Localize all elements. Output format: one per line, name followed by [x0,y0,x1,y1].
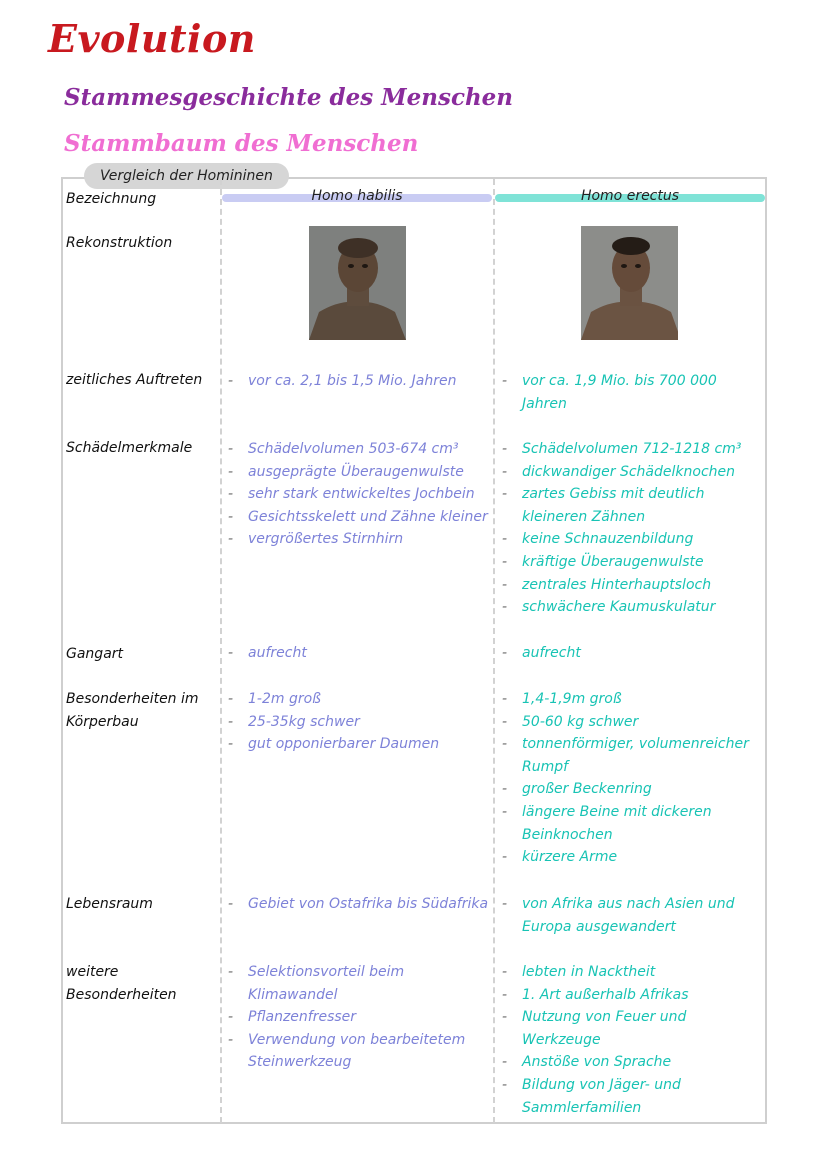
list-item: - vor ca. 2,1 bis 1,5 Mio. Jahren [226,370,492,393]
list-item: - Bildung von Jäger- und Sammlerfamilien [500,1074,762,1119]
list-item: - aufrecht [226,642,492,665]
list-item: - 25-35kg schwer [226,711,492,734]
list-item: - sehr stark entwickeltes Jochbein [226,483,492,506]
list-erectus-weitere [500,961,762,1119]
list-item: - vergrößertes Stirnhirn [226,528,492,551]
list-item: - Gebiet von Ostafrika bis Südafrika [226,893,492,916]
list-item: - längere Beine mit dickeren Beinknochen [500,801,762,846]
list-item: - lebten in Nacktheit [500,961,762,984]
list-habilis-weitere [226,961,492,1074]
list-item: - zartes Gebiss mit deutlich kleineren Zähnen [500,483,762,528]
list-item: - vor ca. 1,9 Mio. bis 700 000 Jahren [500,370,762,415]
list-item: - keine Schnauzenbildung [500,528,762,551]
list-item: - von Afrika aus nach Asien und Europa ausgewandert [500,893,762,938]
column-header-erectus: Homo erectus [580,188,680,204]
row-label-weitere: weitere Besonderheiten [66,964,177,1003]
row-label-rekonstruktion: Rekonstruktion [66,235,173,251]
list-erectus-gangart [500,642,762,665]
list-item: - kräftige Überaugenwulste [500,551,762,574]
reconstruction-image-habilis [309,226,406,340]
list-item: - zentrales Hinterhauptsloch [500,574,762,597]
list-item: - aufrecht [500,642,762,665]
header-label: Bezeichnung [66,191,157,207]
list-item: - kürzere Arme [500,846,762,869]
section-heading: Stammbaum des Menschen [64,130,419,157]
row-label-schaedelmerkmale: Schädelmerkmale [66,440,193,456]
list-item: - ausgeprägte Überaugenwulste [226,461,492,484]
row-label-auftreten: zeitliches Auftreten [66,372,203,388]
column-divider-1 [220,179,222,1123]
row-label-gangart: Gangart [66,646,124,662]
list-item: - tonnenförmiger, volumenreicher Rumpf [500,733,762,778]
list-item: - 50-60 kg schwer [500,711,762,734]
list-item: - großer Beckenring [500,778,762,801]
list-habilis-auftreten [226,370,492,393]
list-erectus-koerperbau [500,688,762,869]
page-subtitle: Stammesgeschichte des Menschen [64,84,514,111]
list-erectus-schaedel [500,438,762,619]
list-item: - dickwandiger Schädelknochen [500,461,762,484]
list-item: - Selektionsvorteil beim Klimawandel [226,961,492,1006]
list-habilis-schaedel [226,438,492,551]
row-label-lebensraum: Lebensraum [66,896,153,912]
list-erectus-lebensraum [500,893,762,938]
list-item: - Schädelvolumen 712-1218 cm³ [500,438,762,461]
list-erectus-auftreten [500,370,762,415]
list-item: - Nutzung von Feuer und Werkzeuge [500,1006,762,1051]
column-divider-2 [493,179,495,1123]
list-item: - Gesichtsskelett und Zähne kleiner [226,506,492,529]
list-item: - 1-2m groß [226,688,492,711]
row-label-koerperbau: Besonderheiten im Körperbau [66,691,199,730]
list-item: - Anstöße von Sprache [500,1051,762,1074]
list-item: - Schädelvolumen 503-674 cm³ [226,438,492,461]
list-habilis-koerperbau [226,688,492,756]
page-title: Evolution [48,16,256,61]
list-item: - Pflanzenfresser [226,1006,492,1029]
list-item: - 1. Art außerhalb Afrikas [500,984,762,1007]
list-item: - gut opponierbarer Daumen [226,733,492,756]
list-item: - 1,4-1,9m groß [500,688,762,711]
table-tab-label: Vergleich der Homininen [84,163,289,189]
list-habilis-lebensraum [226,893,492,916]
column-header-habilis: Homo habilis [311,188,403,204]
reconstruction-image-erectus [581,226,678,340]
list-item: - Verwendung von bearbeitetem Steinwerkzeug [226,1029,492,1074]
list-item: - schwächere Kaumuskulatur [500,596,762,619]
list-habilis-gangart [226,642,492,665]
